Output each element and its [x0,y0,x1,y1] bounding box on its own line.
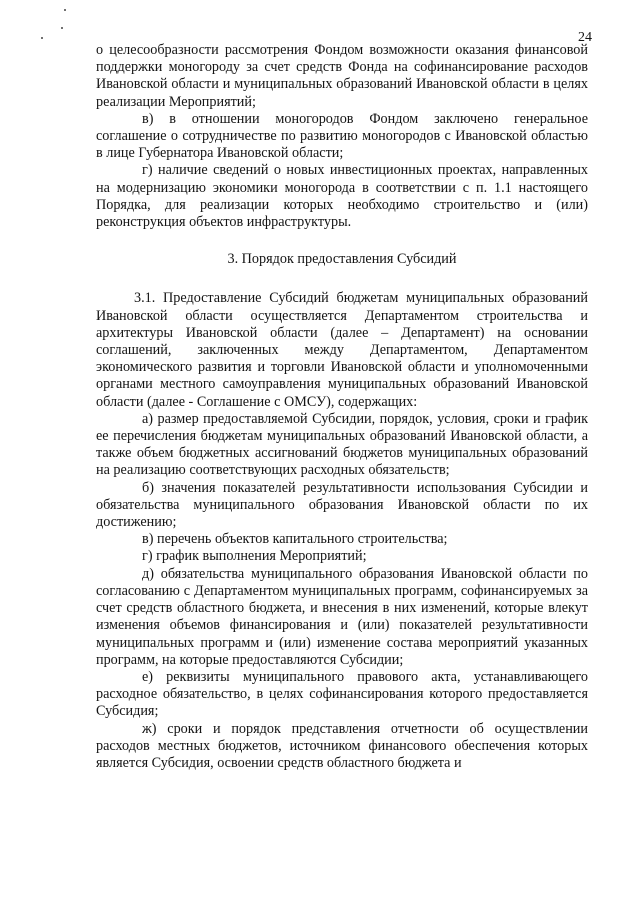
paragraph-item-a: а) размер предоставляемой Субсидии, порядок, условия, сроки и график ее перечисления бюджетам муниципальных образований Ивановской области, а также объем бюджетных ассигнований бюджетов муниципальных образований на реализацию соответствующих расходных обязательств; [96,410,588,479]
section-heading: 3. Порядок предоставления Субсидий [227,251,457,268]
page-number: 24 [578,30,592,45]
paragraph-item-d: д) обязательства муниципального образования Ивановской области по согласованию с Департаментом муниципальных программ, софинансируемых за счет средств областного бюджета, и внесения в них изменений, которые влекут изменения объемов финансирования и (или) показателей результативности муниципальных программ и (или) изменение состава мероприятий указанных программ, на которые предоставляются Субсидии; [96,565,588,668]
paragraph-item-v: в) в отношении моногородов Фондом заключено генеральное соглашение о сотрудничестве по развитию моногородов с Ивановской областью в лице Губернатора Ивановской области; [96,110,588,162]
paragraph-item-e: е) реквизиты муниципального правового акта, устанавливающего расходное обязательство, в целях софинансирования которого предоставляется Субсидия; [96,668,588,720]
paragraph-3-1: 3.1. Предоставление Субсидий бюджетам муниципальных образований Ивановской области осуществляется Департаментом строительства и архитектуры Ивановской области (далее – Департамент) на основании соглашений, заключенных между Департаментом, Департаментом экономического развития и торговли Ивановской области и уполномоченными органами местного самоуправления муниципальных образований Ивановской области (далее - Соглашение с ОМСУ), содержащих: [96,290,588,410]
paragraph-item-b: б) значения показателей результативности использования Субсидии и обязательства муниципального образования Ивановской области по их достижению; [96,479,588,531]
document-body [96,42,588,772]
paragraph-item-zh: ж) сроки и порядок представления отчетности об осуществлении расходов местных бюджетов, источником финансового обеспечения которых является Субсидия, освоении средств областного бюджета и [96,720,588,771]
paragraph-item-g2: г) график выполнения Мероприятий; [142,548,367,565]
paragraph-item-v2: в) перечень объектов капитального строительства; [142,531,448,548]
paragraph-item-g: г) наличие сведений о новых инвестиционных проектах, направленных на модернизацию экономики моногорода в соответствии с п. 1.1 настоящего Порядка, для реализации которых необходимо строительство и (или) реконструкция объектов инфраструктуры. [96,162,588,231]
paragraph-continuation: о целесообразности рассмотрения Фондом возможности оказания финансовой поддержки моногороду за счет средств Фонда на софинансирование расходов Ивановской области и муниципальных образований Ивановской области в целях реализации Мероприятий; [96,42,588,110]
